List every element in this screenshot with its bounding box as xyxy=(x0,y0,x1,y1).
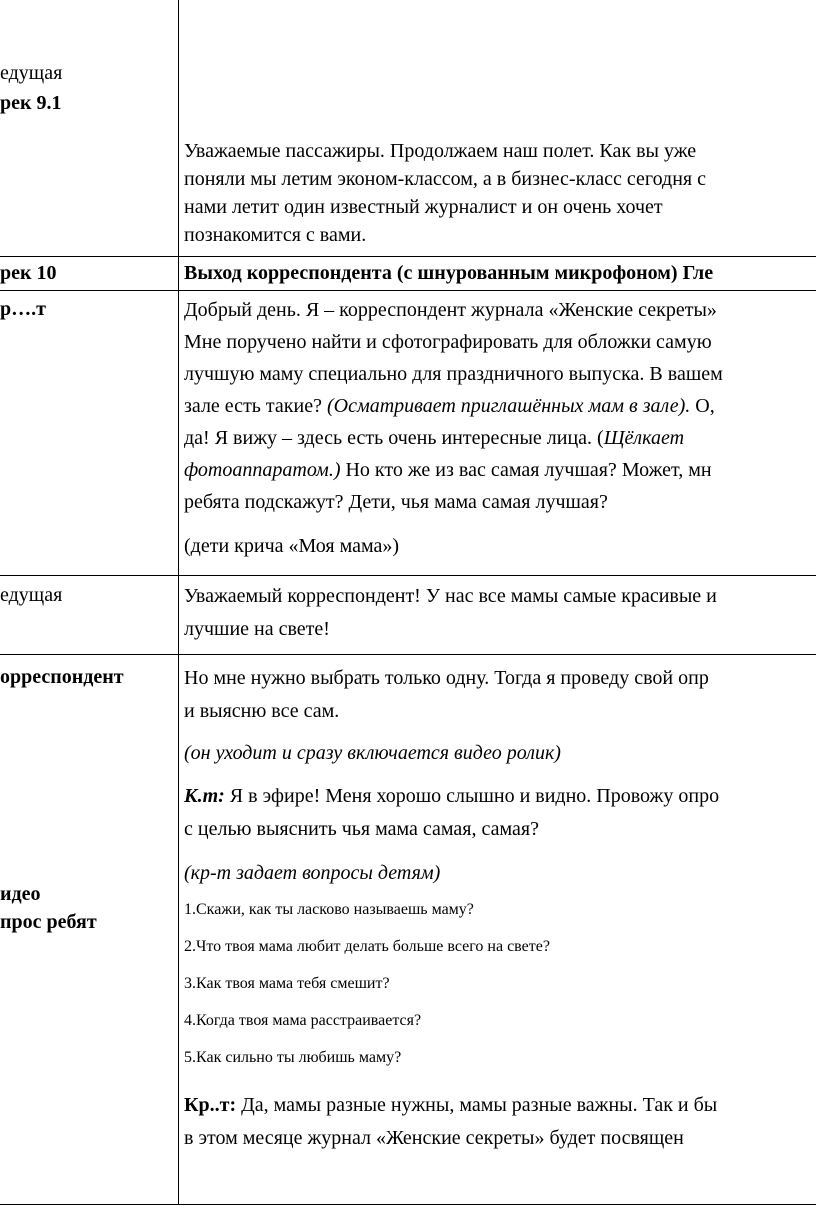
row-divider xyxy=(0,575,816,576)
question-item: 1.Скажи, как ты ласково называешь маму? xyxy=(184,901,474,918)
question-item: 2.Что твоя мама любит делать больше всего на свете? xyxy=(184,938,550,955)
row1-right-cell xyxy=(184,137,706,249)
row4-right-cell xyxy=(184,580,717,646)
role-label: орреспондент xyxy=(0,666,124,688)
text-line: зале есть такие? (Осматривает приглашённых мам в зале). О, xyxy=(184,395,715,417)
video-label: идео прос ребят xyxy=(0,883,97,933)
row-divider xyxy=(0,654,816,655)
text-line: с целью выяснить чья мама самая, самая? xyxy=(184,818,539,840)
row-divider xyxy=(0,290,816,291)
text-line: да! Я вижу – здесь есть очень интересные лица. (Щёлкает xyxy=(184,427,685,449)
text-line: поняли мы летим эконом-классом, а в бизнес-класс сегодня с xyxy=(184,168,706,190)
question-item: 5.Как сильно ты любишь маму? xyxy=(184,1049,402,1066)
text-line: Уважаемый корреспондент! У нас все мамы самые красивые и xyxy=(184,585,717,607)
stage-direction-heading: Выход корреспондента (с шнурованным микрофоном) Гле xyxy=(184,262,714,284)
row5-right-cell xyxy=(184,662,719,1155)
stage-direction: (кр-т задает вопросы детям) xyxy=(184,862,441,884)
column-divider xyxy=(178,0,179,1205)
role-label: р….т xyxy=(0,298,46,320)
row-divider xyxy=(0,256,816,257)
stage-direction: (он уходит и сразу включается видео ролик) xyxy=(184,742,561,764)
text-line: Мне поручено найти и сфотографировать для обложки самую xyxy=(184,331,712,353)
text-line: нами летит один известный журналист и он очень хочет xyxy=(184,196,663,218)
text-line: фотоаппаратом.) Но кто же из вас самая лучшая? Может, мн xyxy=(184,459,712,481)
text-line: Уважаемые пассажиры. Продолжаем наш полет. Как вы уже xyxy=(184,140,697,162)
track-label: рек 10 xyxy=(0,262,57,284)
text-line: Добрый день. Я – корреспондент журнала «Женские секреты» xyxy=(184,299,717,321)
text-line: познакомится с вами. xyxy=(184,224,367,246)
role-label: едущая xyxy=(0,62,63,84)
track-label: рек 9.1 xyxy=(0,92,62,114)
role-label: едущая xyxy=(0,584,63,606)
text-line: ребята подскажут? Дети, чья мама самая лучшая? xyxy=(184,491,608,513)
text-line: Кр..т: Да, мамы разные нужны, мамы разные важны. Так и бы xyxy=(184,1094,718,1116)
question-list xyxy=(184,900,719,1085)
question-item: 3.Как твоя мама тебя смешит? xyxy=(184,975,390,992)
question-item: 4.Когда твоя мама расстраивается? xyxy=(184,1012,422,1029)
row1-left-cell xyxy=(0,58,62,118)
text-line: и выясню все сам. xyxy=(184,700,340,722)
text-line: К.т: Я в эфире! Меня хорошо слышно и видно. Провожу опро xyxy=(184,785,720,807)
text-line: (дети крича «Моя мама») xyxy=(184,535,400,557)
text-line: Но мне нужно выбрать только одну. Тогда я проведу свой опр xyxy=(184,667,709,689)
row-divider xyxy=(0,1204,816,1205)
text-line: в этом месяце журнал «Женские секреты» будет посвящен xyxy=(184,1127,684,1149)
text-line: лучшую маму специально для праздничного выпуска. В вашем xyxy=(184,363,723,385)
text-line: лучшие на свете! xyxy=(184,618,330,640)
row3-right-cell xyxy=(184,294,723,562)
